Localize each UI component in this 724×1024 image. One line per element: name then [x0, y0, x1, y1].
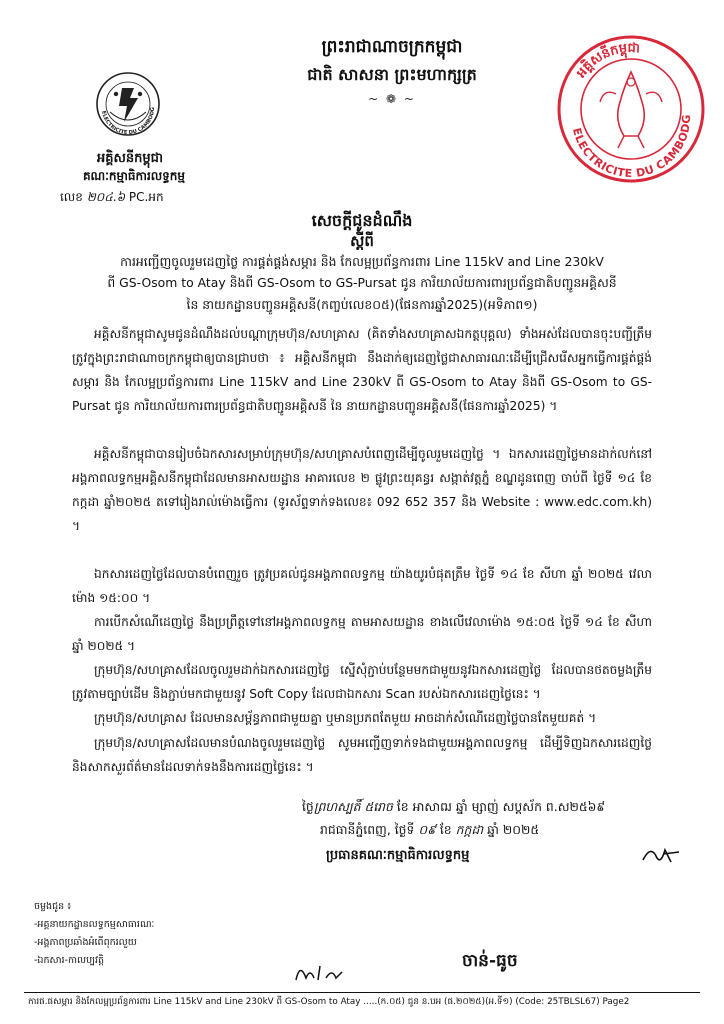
- lunar-rest: ខែ អាសាឍ ឆ្នាំ ម្សាញ់ សប្តស័ក ព.ស២៥៦៩: [396, 799, 606, 814]
- ref-suffix: PC.អក: [128, 190, 164, 204]
- paragraph-affiliation: [72, 706, 652, 730]
- paragraph-text: ការបើកសំណើដេញថ្លៃ នឹងប្រព្រឹត្តទៅនៅអង្គភាពលទ្ធកម្ម តាមអាសយដ្ឋាន ខាងលើវេលាម៉ោង ១៥:០៥ ថ្ងៃទី ១៤ ខែ សីហា ឆ្នាំ ២០២៥ ។: [72, 615, 652, 653]
- lunar-day-handwritten: ព្រហស្បតិ៍ ៥រោច: [313, 799, 393, 814]
- paragraph-opening: [72, 610, 652, 658]
- initials-scribble-icon: [292, 960, 350, 984]
- paragraph-intro: [72, 322, 652, 418]
- stamp-top-text: អគ្គិសនីកម្ពុជា: [573, 40, 641, 81]
- national-motto: ជាតិ សាសនា ព្រះមហាក្សត្រ: [307, 65, 477, 84]
- cc-list: [34, 898, 154, 970]
- paragraph-deadline: [72, 562, 652, 610]
- footer-text: ការផ.ផសម្ភារ និងកែលម្អប្រព័ន្ធការពារ Line 115kV and Line 230kV ពី GS-Osom to Atay .....(ក.០៥) ជូន ន.បអ (ផ.២០២៥)(អ.ទី១) (Code: 25TBLSL67) Page2: [28, 997, 630, 1007]
- edc-logo: [92, 68, 164, 148]
- cc-item: -អគ្គនាយកដ្ឋានលទ្ធកម្មសាធារណៈ: [34, 919, 155, 930]
- cc-item: -អង្គភាពប្រឆាំងអំពើពុករលួយ: [34, 937, 137, 948]
- date-year: ឆ្នាំ ២០២៥: [487, 822, 540, 837]
- ref-prefix: លេខ: [60, 190, 83, 204]
- subject-line-1: ការអញ្ជើញចូលរួមដេញថ្លៃ ការផ្គត់ផ្គង់សម្ភារ និង កែលម្អប្រព័ន្ធការពារ Line 115kV and Line 230kV: [120, 254, 604, 269]
- official-stamp: [554, 32, 708, 186]
- paragraph-text: ក្រុមហ៊ុន/សហគ្រាសដែលចូលរួមដាក់ឯកសារដេញថ្លៃ ស្នើសុំភ្ជាប់បន្ថែមមកជាមួយនូវឯកសារដេញថ្លៃ ដែលបានថតចម្លងត្រឹមត្រូវតាមច្បាប់ដើម និងភ្ជាប់មកជាមួយនូវ Soft Copy ដែលជាឯកសារ Scan របស់ឯកសារដេញថ្លៃនេះ ។: [72, 663, 652, 701]
- lunar-prefix: ថ្ងៃ: [302, 799, 314, 814]
- signer-title: ប្រធានគណៈកម្មាធិការលទ្ធកម្ម: [326, 848, 470, 863]
- paragraph-text: ឯកសារដេញថ្លៃដែលបានបំពេញរួច ត្រូវប្រគល់ជូនអង្គភាពលទ្ធកម្ម យ៉ាងយូរបំផុតត្រឹម ថ្ងៃទី ១៤ ខែ សីហា ឆ្នាំ ២០២៥ វេលាម៉ោង ១៥:០០ ។: [72, 567, 652, 605]
- lunar-date: [302, 799, 605, 818]
- signature-scribble-icon: [641, 842, 681, 866]
- date-month: កក្កដា: [455, 822, 484, 837]
- logo-text: ELECTRICITE DU CAMBODG: [100, 106, 157, 137]
- reference-number: [60, 189, 164, 207]
- paragraph-text: អគ្គិសនីកម្ពុជាសូមជូនដំណឹងដល់បណ្ដាក្រុមហ៊ុន/សហគ្រាស (គិតទាំងសហគ្រាសឯកត្តបុគ្គល) ទាំងអស់ដែលបានចុះបញ្ជីត្រឹមត្រូវក្នុងព្រះរាជាណាចក្រកម្ពុជាឲ្យបានជ្រាបថា ៖ អគ្គិសនីកម្ពុជា នឹងដាក់ឲ្យដេញថ្លៃជាសាធារណៈដើម្បីជ្រើសរើសអ្នកធ្វើការផ្គត់ផ្គង់សម្ភារ និង កែលម្អប្រព័ន្ធការពារ Line 115kV and Line 230kV ពី GS-Osom to Atay និងពី GS-Osom to GS-Pursat ជូន ការិយាល័យការពារប្រព័ន្ធជាតិបញ្ជូនអគ្គិសនី នៃ នាយកដ្ឋានបញ្ជូនអគ្គិសនី(ផែនការឆ្នាំ2025) ។: [72, 327, 652, 413]
- signer-name: ចាន់-ធូច: [462, 951, 518, 971]
- paragraph-text: ក្រុមហ៊ុន/សហគ្រាសដែលមានបំណងចូលរួមដេញថ្លៃ សូមអញ្ជើញទាក់ទងជាមួយអង្គភាពលទ្ធកម្ម ដើម្បីទិញឯកសារដេញថ្លៃ និងសាកសួរព័ត៌មានដែលទាក់ទងនឹងការដេញថ្លៃនេះ ។: [72, 736, 652, 774]
- motto-ornament: ~ ❁ ~: [368, 92, 416, 106]
- committee-name: គណៈកម្មាធិការលទ្ធកម្ម: [82, 169, 186, 183]
- paragraph-documents: [72, 442, 652, 538]
- stamp-bottom-text: ELECTRICITE DU CAMBODG: [569, 114, 694, 181]
- ref-number: ២០៤.៦: [86, 190, 126, 204]
- stamp-seal-icon: [554, 32, 708, 186]
- subject-line-2: ពី GS-Osom to Atay និងពី GS-Osom to GS-Pursat ជូន ការិយាល័យការពារប្រព័ន្ធជាតិបញ្ជូនអគ្គិសនី: [107, 275, 617, 290]
- edc-logo-icon: [92, 68, 164, 148]
- paragraph-copies: [72, 658, 652, 706]
- paragraph-text: ក្រុមហ៊ុន/សហគ្រាស ដែលមានសម្ព័ន្ធភាពជាមួយគ្នា ឬមានប្រភពតែមួយ អាចដាក់សំណើដេញថ្លៃបានតែមួយគត់ ។: [94, 711, 597, 725]
- date-month-label: ខែ: [439, 822, 452, 837]
- cc-heading: ចម្លងជូន ៖: [34, 901, 72, 912]
- date-city: រាជធានីភ្នំពេញ, ថ្ងៃទី: [320, 822, 415, 837]
- initials-signature: [292, 960, 350, 984]
- footer-divider: [24, 992, 700, 993]
- org-name: អគ្គិសនីកម្ពុជា: [96, 151, 163, 166]
- document-title: សេចក្ដីជូនដំណឹង: [311, 211, 413, 230]
- regarding-label: ស្ដីពី: [350, 232, 374, 250]
- date-day: ០៩: [418, 822, 436, 837]
- signature-mark: [641, 842, 681, 866]
- kingdom-heading: ព្រះរាជាណាចក្រកម្ពុជា: [321, 37, 463, 57]
- subject-line-3: នៃ នាយកដ្ឋានបញ្ជូនអគ្គិសនី(កញ្ចប់លេខ០៥)(ផែនការឆ្នាំ2025)(អទិភាព១): [186, 297, 538, 312]
- solar-date: [320, 822, 539, 841]
- cc-item: -ឯកសារ-កាលប្បវត្តិ: [34, 955, 104, 966]
- paragraph-text: អគ្គិសនីកម្ពុជាបានរៀបចំឯកសារសម្រាប់ក្រុមហ៊ុន/សហគ្រាសបំពេញដើម្បីចូលរួមដេញថ្លៃ ។ ឯកសារដេញថ្លៃមានដាក់លក់នៅអង្គភាពលទ្ធកម្មអគ្គិសនីកម្ពុជាដែលមានអាសយដ្ឋាន អាគារលេខ ២ ផ្លូវព្រះយុគន្ធរ សង្កាត់វត្តភ្នំ ខណ្ឌដូនពេញ ចាប់ពី ថ្ងៃទី ១៤ ខែ កក្កដា ឆ្នាំ២០២៥ តទៅរៀងរាល់ម៉ោងធ្វើការ (ទូរស័ព្ទទាក់ទងលេខ៖ 092 652 357 និង Website : www.edc.com.kh) ។: [72, 447, 652, 533]
- paragraph-contact: [72, 731, 652, 779]
